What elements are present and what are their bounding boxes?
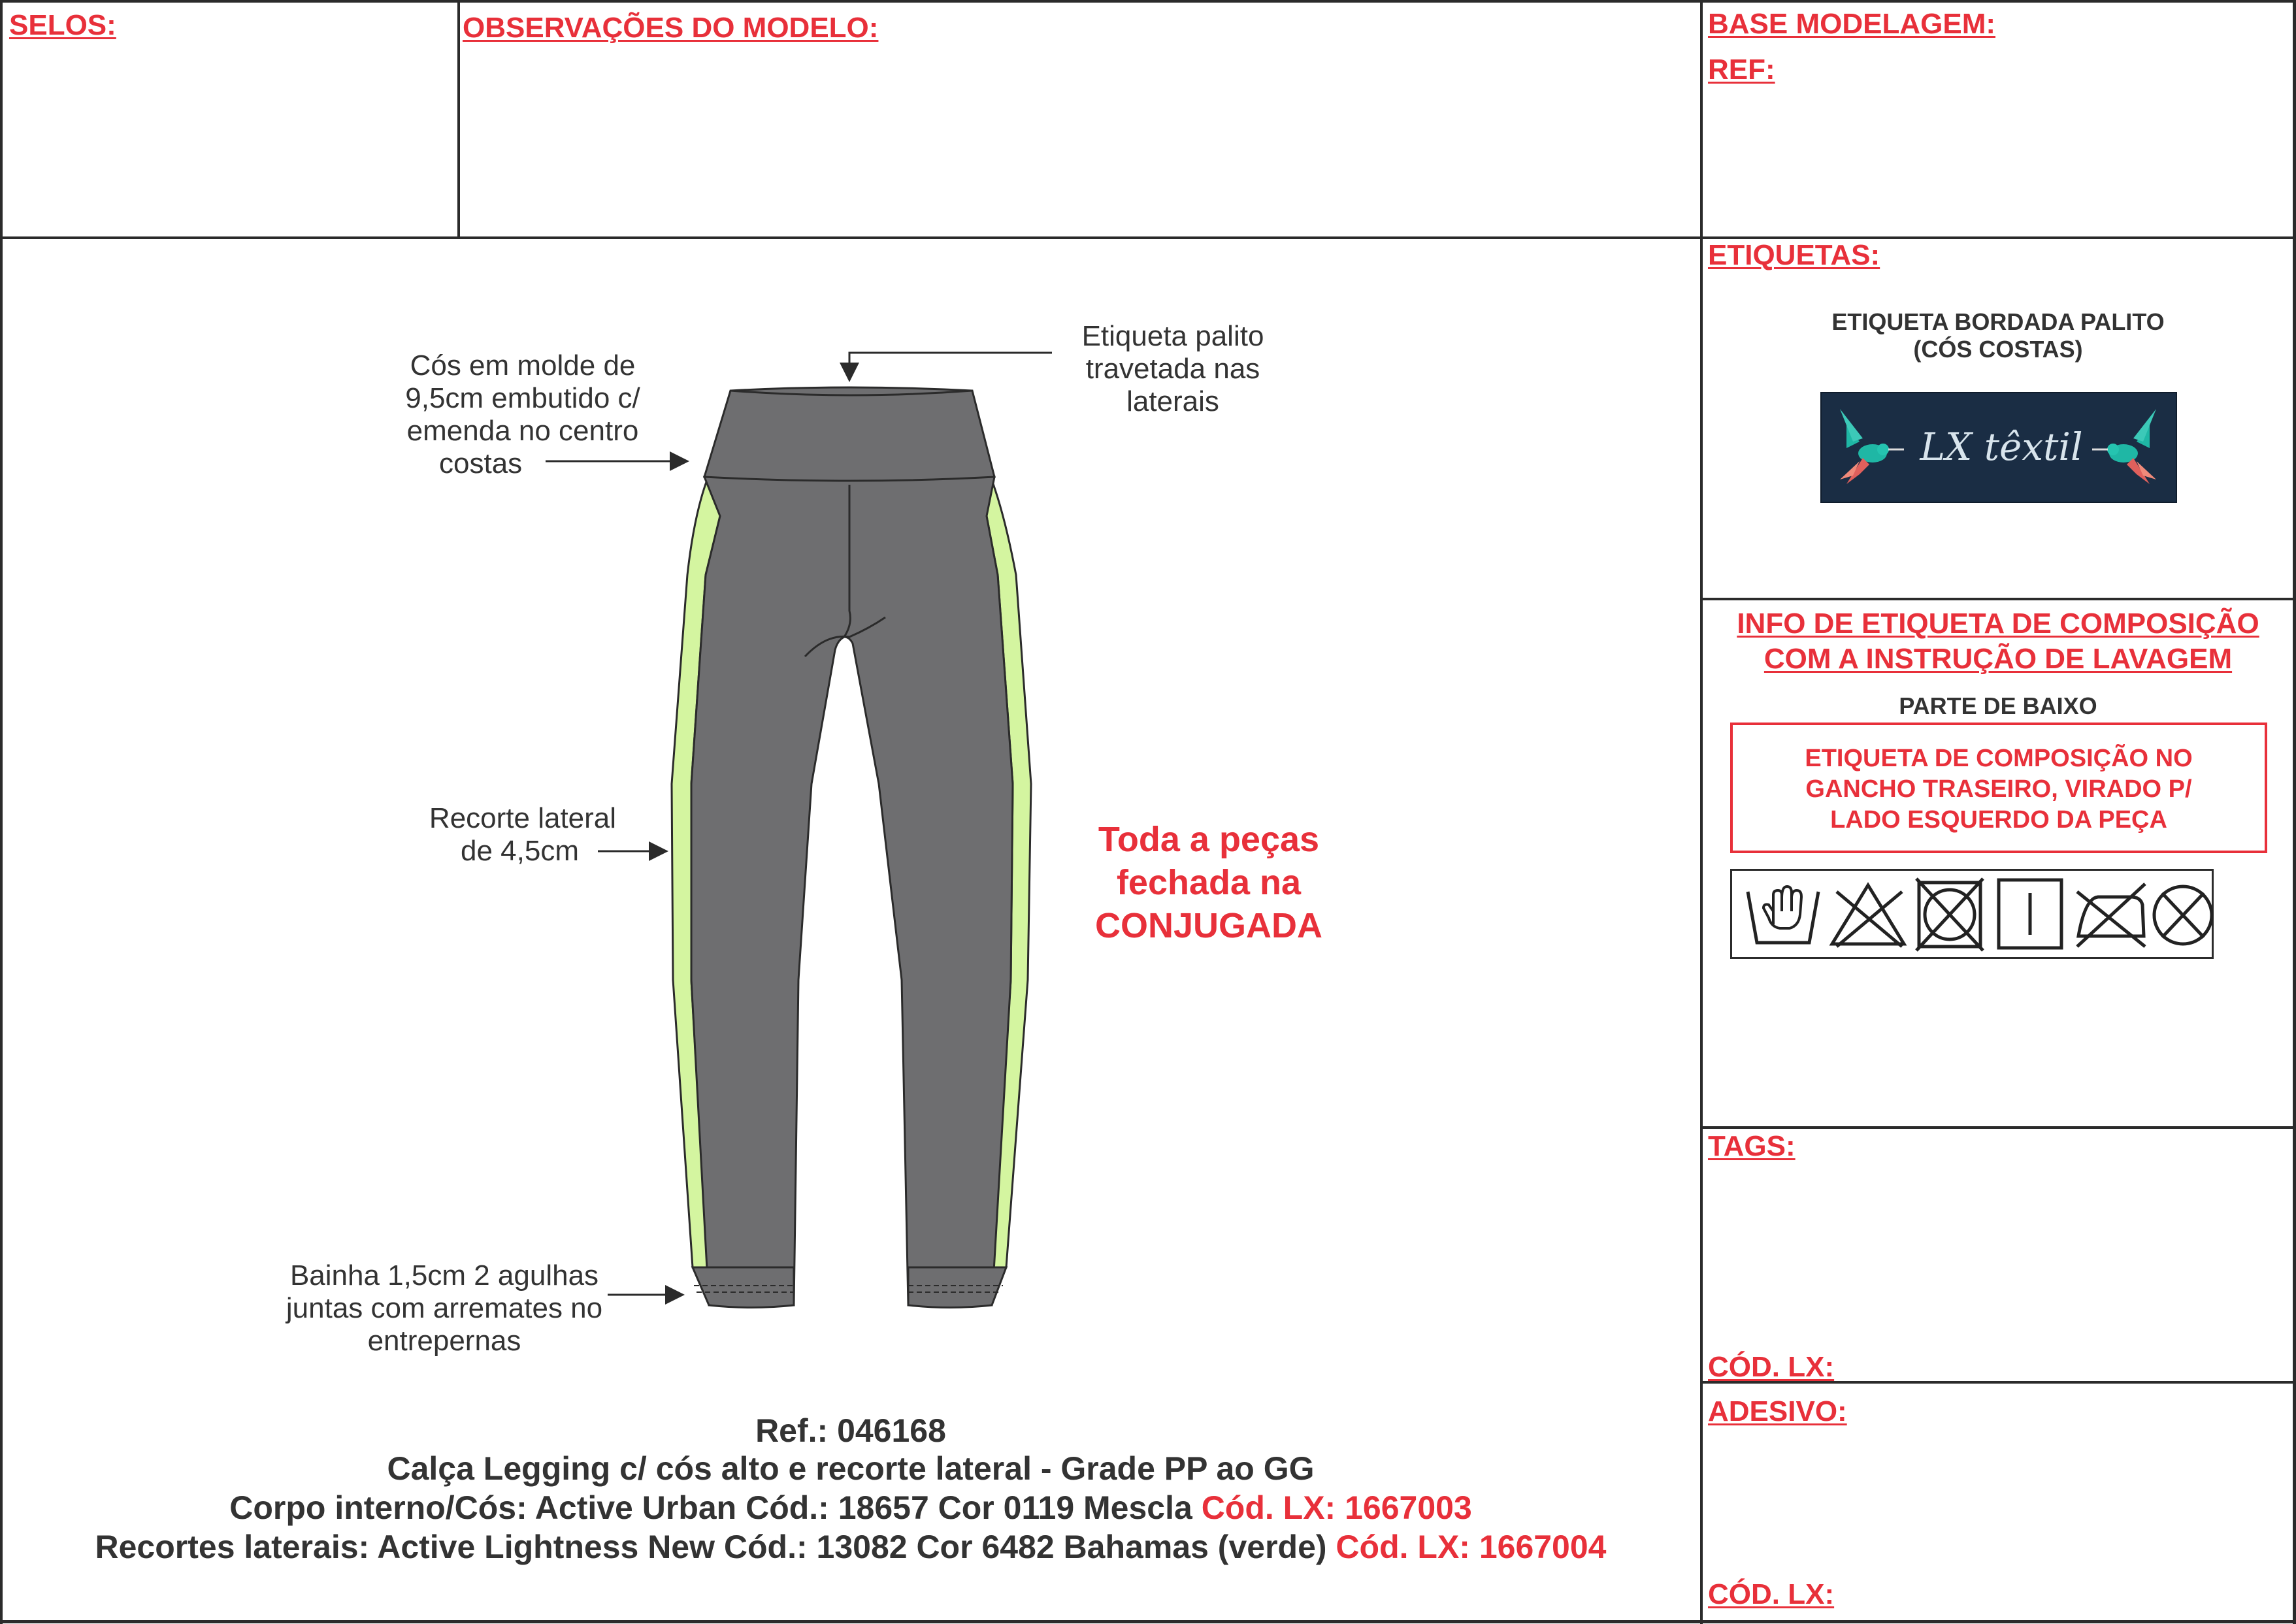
side-panel-callout [405,802,640,868]
label-type-line: (CÓS COSTAS) [1913,336,2083,363]
tags-cod-lx-label: CÓD. LX: [1708,1351,1835,1383]
hem-callout [261,1259,627,1357]
body-fabric-line [0,1488,1701,1527]
do-not-iron-icon [2072,879,2150,950]
side-panel-callout-line: Recorte lateral [429,802,617,834]
construction-notice-line: Toda a peças [1098,820,1320,859]
side-fabric-text: Recortes laterais: Active Lightness New Cód.: 13082 Cor 6482 Bahamas (verde) [95,1529,1336,1565]
brand-label [1820,392,2177,503]
side-fabric-line [0,1527,1701,1567]
label-callout-line: laterais [1126,385,1219,417]
composition-title-line: COM A INSTRUÇÃO DE LAVAGEM [1763,643,2233,675]
care-symbols-strip [1730,869,2214,959]
brand-name: LX têxtil [1920,425,2083,469]
line-dry-icon [1996,877,2064,950]
selos-label: SELOS: [9,9,116,41]
label-callout [1045,320,1300,418]
observacoes-label: OBSERVAÇÕES DO MODELO: [463,12,879,44]
composition-instruction-line: LADO ESQUERDO DA PEÇA [1830,806,2167,834]
adesivo-cod-lx-label: CÓD. LX: [1708,1578,1835,1610]
label-callout-line: travetada nas [1085,353,1260,385]
hem-callout-line: juntas com arremates no [286,1292,603,1324]
hem-callout-line: Bainha 1,5cm 2 agulhas [289,1259,599,1291]
waistband-callout-line: emenda no centro [406,415,639,447]
composition-instruction-line: ETIQUETA DE COMPOSIÇÃO NO [1805,745,2193,772]
tags-label: TAGS: [1708,1130,1796,1162]
hummingbird-left-icon [1833,402,1905,494]
composition-title [1703,606,2293,677]
composition-instruction-line: GANCHO TRASEIRO, VIRADO P/ [1805,775,2192,803]
do-not-bleach-icon [1829,879,1907,950]
body-fabric-code: Cód. LX: 1667003 [1201,1489,1472,1526]
reference-number: Ref.: 046168 [755,1412,946,1449]
etiquetas-label: ETIQUETAS: [1708,239,1880,271]
do-not-dry-clean-icon [2150,880,2216,950]
construction-notice [1045,818,1372,947]
label-type [1703,308,2293,363]
ref-label: REF: [1708,54,1775,86]
side-panel-callout-line: de 4,5cm [461,835,579,867]
waistband-callout-line: 9,5cm embutido c/ [405,382,640,414]
body-fabric-text: Corpo interno/Cós: Active Urban Cód.: 18657 Cor 0119 Mescla [229,1489,1202,1526]
do-not-tumble-dry-icon [1914,876,1986,953]
waistband-callout-line: Cós em molde de [410,349,636,382]
construction-notice-line: CONJUGADA [1094,906,1323,945]
section-label: PARTE DE BAIXO [1899,692,2097,719]
label-callout-line: Etiqueta palito [1081,320,1264,352]
base-modelagem-label: BASE MODELAGEM: [1708,8,1995,40]
hummingbird-right-icon [2091,402,2163,494]
hem-callout-line: entrepernas [367,1325,521,1357]
waistband-callout-line: costas [439,447,523,479]
construction-notice-line: fechada na [1116,863,1302,902]
waistband-callout [346,349,699,480]
hand-wash-icon [1744,879,1822,950]
adesivo-label: ADESIVO: [1708,1395,1847,1427]
composition-instruction-box [1730,723,2267,853]
label-type-line: ETIQUETA BORDADA PALITO [1831,308,2165,335]
side-fabric-code: Cód. LX: 1667004 [1336,1529,1607,1565]
composition-title-line: INFO DE ETIQUETA DE COMPOSIÇÃO [1737,608,2259,640]
product-description: Calça Legging c/ cós alto e recorte lateral - Grade PP ao GG [387,1450,1315,1487]
